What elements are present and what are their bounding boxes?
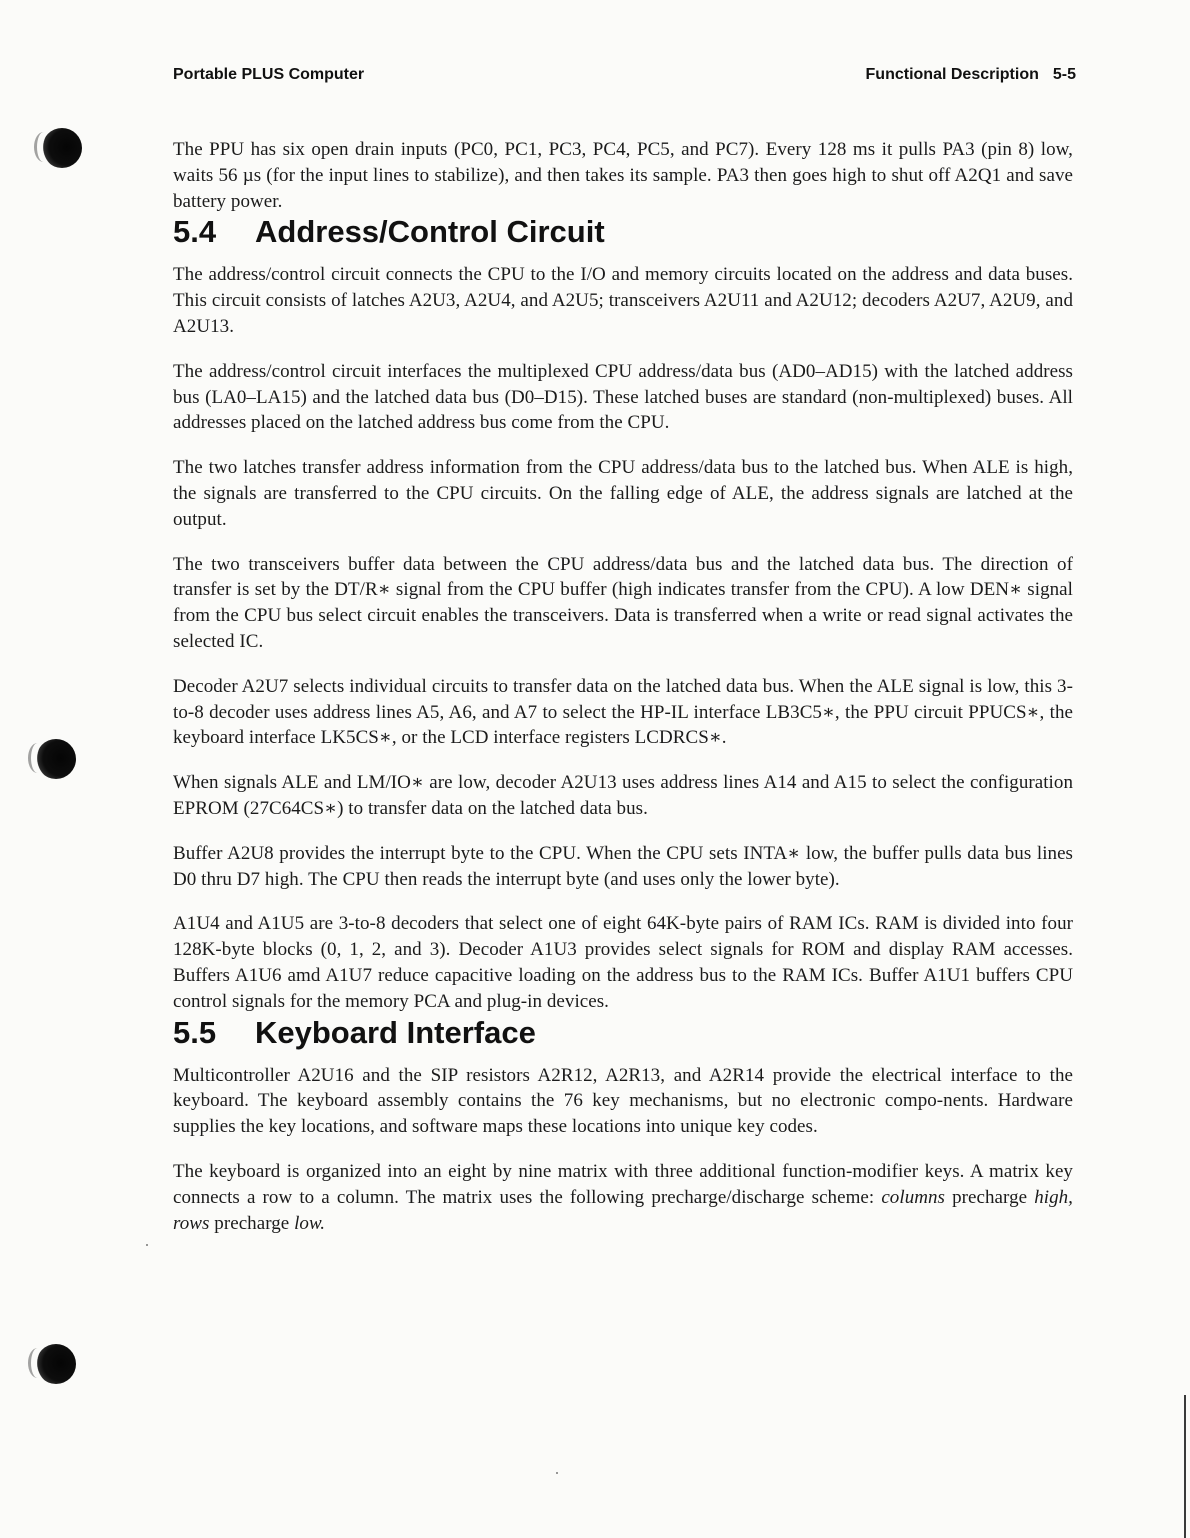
body-paragraph: When signals ALE and LM/IO∗ are low, decoder A2U13 uses address lines A14 and A15 to select the configuration EPROM (27C64CS∗) to transfer data on the latched data bus. bbox=[173, 772, 1073, 819]
section-title: Keyboard Interface bbox=[255, 1014, 536, 1050]
scan-speck bbox=[146, 1244, 148, 1246]
scan-edge-line bbox=[1184, 1395, 1186, 1538]
scan-speck bbox=[556, 1472, 558, 1474]
punch-hole-bottom bbox=[36, 1344, 76, 1384]
running-header bbox=[173, 66, 1076, 90]
scheme-precharge: precharge bbox=[214, 1212, 290, 1234]
header-chapter bbox=[866, 66, 1076, 84]
scheme-columns: columns bbox=[881, 1186, 946, 1208]
section-number: 5.4 bbox=[173, 214, 217, 250]
body-paragraph: Multicontroller A2U16 and the SIP resistors A2R12, A2R13, and A2R14 provide the electrical interface to the keyboard. The keyboard assembly contains the 76 key mechanisms, but no electronic compo-nents. Hardware supplies the key locations, and software maps these locations into unique key codes. bbox=[173, 1064, 1073, 1138]
scheme-rows: rows bbox=[173, 1212, 210, 1234]
scheme-low: low. bbox=[294, 1212, 326, 1234]
body-paragraph: Decoder A2U7 selects individual circuits to transfer data on the latched data bus. When the ALE signal is low, this 3-to-8 decoder uses address lines A5, A6, and A7 to select the HP-IL interface LB3C5∗, the PPU circuit PPUCS∗, the keyboard interface LK5CS∗, or the LCD interface registers LCDRCS∗. bbox=[173, 675, 1073, 749]
page-number: 5-5 bbox=[1052, 66, 1076, 83]
body-paragraph: A1U4 and A1U5 are 3-to-8 decoders that select one of eight 64K-byte pairs of RAM ICs. RAM is divided into four 128K-byte blocks (0, 1, 2, and 3). Decoder A1U3 provides select signals for ROM and display RAM accesses. Buffers A1U6 amd A1U7 reduce capacitive loading on the address bus to the RAM ICs. Buffer A1U1 buffers CPU control signals for the memory PCA and plug-in devices. bbox=[173, 913, 1073, 1012]
intro-paragraph: The PPU has six open drain inputs (PC0, PC1, PC3, PC4, PC5, and PC7). Every 128 ms it pulls PA3 (pin 8) low, waits 56 µs (for the input lines to stabilize), and then takes its sample. PA3 then goes high to shut off A2Q1 and save battery power. bbox=[173, 139, 1073, 212]
section-title: Address/Control Circuit bbox=[255, 214, 605, 250]
section-heading-5-4 bbox=[173, 214, 1073, 250]
header-book-title: Portable PLUS Computer bbox=[173, 66, 365, 83]
punch-hole-top bbox=[42, 128, 82, 168]
body-paragraph: The two transceivers buffer data between the CPU address/data bus and the latched data bus. The direction of transfer is set by the DT/R∗ signal from the CPU buffer (high indicates transfer from the CPU). A low DEN∗ signal from the CPU bus select circuit enables the transceivers. Data is transferred when a write or read signal activates the selected IC. bbox=[173, 553, 1073, 652]
section-number: 5.5 bbox=[173, 1014, 217, 1050]
scheme-text: The keyboard is organized into an eight by nine matrix with three additional function-modifier keys. A matrix key connects a row to a column. The matrix uses the following precharge/discharge scheme: bbox=[173, 1160, 1073, 1208]
punch-hole-middle bbox=[36, 739, 76, 779]
header-chapter-title: Functional Description bbox=[865, 66, 1039, 83]
body-paragraph-scheme bbox=[173, 1159, 1073, 1236]
body-paragraph: The address/control circuit connects the CPU to the I/O and memory circuits located on the address and data buses. This circuit consists of latches A2U3, A2U4, and A2U5; transceivers A2U11 and A2U12; decoders A2U7, A2U9, and A2U13. bbox=[173, 264, 1073, 337]
body-content bbox=[173, 137, 1073, 1255]
body-paragraph: Buffer A2U8 provides the interrupt byte to the CPU. When the CPU sets INTA∗ low, the buffer pulls data bus lines D0 thru D7 high. The CPU then reads the interrupt byte (and uses only the lower byte). bbox=[173, 842, 1073, 890]
scheme-high: high, bbox=[1034, 1186, 1073, 1208]
scheme-precharge: precharge bbox=[952, 1186, 1028, 1208]
body-paragraph: The two latches transfer address information from the CPU address/data bus to the latched bus. When ALE is high, the signals are transferred to the CPU circuits. On the falling edge of ALE, the address signals are latched at the output. bbox=[173, 457, 1073, 530]
body-paragraph: The address/control circuit interfaces the multiplexed CPU address/data bus (AD0–AD15) with the latched address bus (LA0–LA15) and the latched data bus (D0–D15). These latched buses are standard (non-multiplexed) buses. All addresses placed on the latched address bus come from the CPU. bbox=[173, 360, 1073, 434]
section-heading-5-5 bbox=[173, 1015, 1073, 1051]
